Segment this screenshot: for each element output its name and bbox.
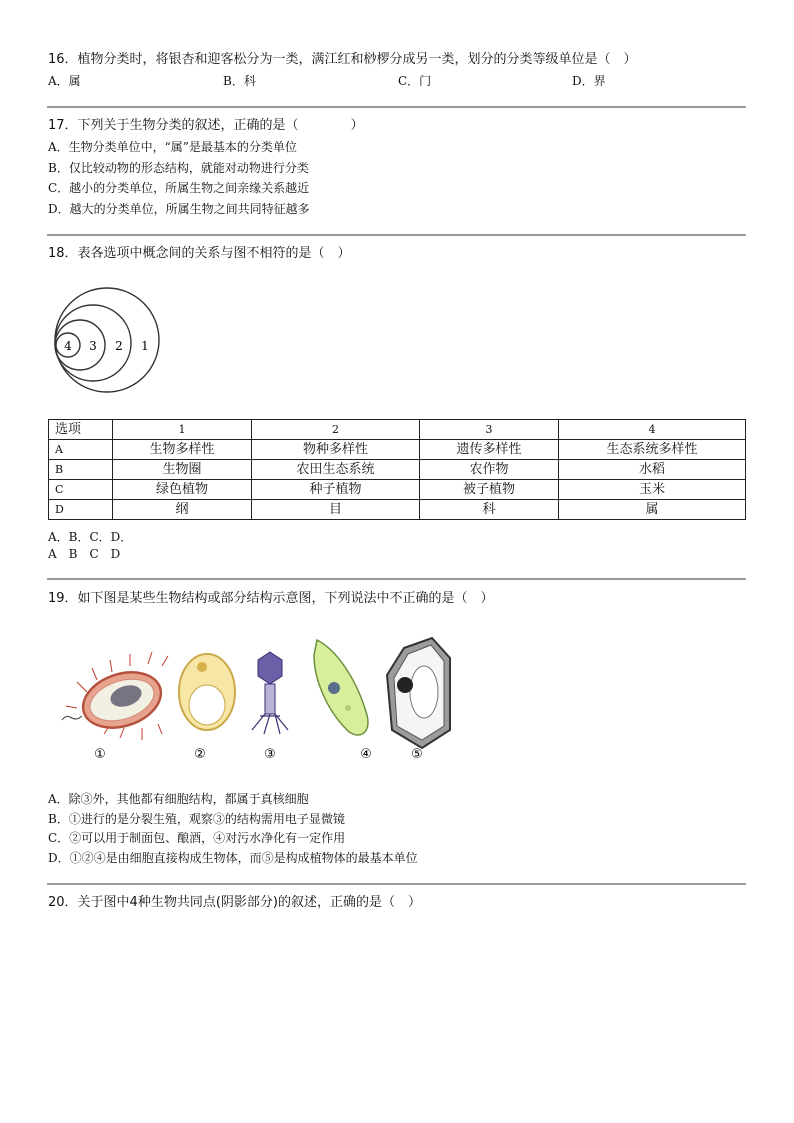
circle-label-4: 4 (64, 339, 72, 353)
q16-stem: 16．植物分类时，将银杏和迎客松分为一类，满江红和桫椤分成另一类，划分的分类等级单位是（ ） (48, 52, 637, 67)
table-row (49, 500, 746, 520)
plant-cell-illustration (387, 638, 450, 748)
figure-label-5: ⑤ (411, 747, 423, 762)
q19-option-a: A．除③外，其他都有细胞结构，都属于真核细胞 (48, 792, 309, 806)
q17-option-a: A．生物分类单位中，“属”是最基本的分类单位 (48, 140, 297, 154)
table-cell: 遗传多样性 (420, 440, 559, 460)
table-header-row (49, 420, 746, 440)
figure-label-2: ② (194, 747, 206, 762)
table-header: 4 (559, 420, 746, 440)
q16-option-b: B．科 (223, 74, 256, 88)
table-cell: D (49, 500, 113, 520)
divider (47, 578, 746, 580)
q17-option-b: B．仅比较动物的形态结构，就能对动物进行分类 (48, 161, 309, 175)
table-cell: 生态系统多样性 (559, 440, 746, 460)
table-cell: 被子植物 (420, 480, 559, 500)
table-row (49, 460, 746, 480)
table-row (49, 440, 746, 460)
q16-option-a: A．属 (48, 74, 81, 88)
table-cell: 绿色植物 (113, 480, 252, 500)
q17-option-d: D．越大的分类单位，所属生物之间共同特征越多 (48, 202, 310, 216)
table-header: 选项 (49, 420, 113, 440)
q18-answer-options: A．B．C．D． (48, 530, 133, 544)
table-header: 1 (113, 420, 252, 440)
figure-label-4: ④ (360, 747, 372, 762)
table-cell: 纲 (113, 500, 252, 520)
organism-figure (52, 630, 472, 770)
bacterium-illustration (62, 652, 168, 740)
table-cell: 农作物 (420, 460, 559, 480)
table-cell: 物种多样性 (252, 440, 420, 460)
table-cell: 目 (252, 500, 420, 520)
table-cell: 农田生态系统 (252, 460, 420, 480)
q17-stem: 17．下列关于生物分类的叙述，正确的是（ ） (48, 118, 364, 133)
q18-answer-letters: A B C D (48, 547, 121, 561)
yeast-cell-illustration (179, 654, 235, 730)
q16-option-d: D．界 (572, 74, 606, 88)
q18-stem: 18．表各选项中概念间的关系与图不相符的是（ ） (48, 246, 351, 261)
q16-option-c: C．门 (398, 74, 432, 88)
circle-label-1: 1 (141, 339, 149, 353)
circle-label-2: 2 (115, 339, 123, 353)
divider (47, 106, 746, 108)
concept-table (48, 419, 746, 520)
nested-circles-diagram (50, 285, 165, 395)
table-cell: 科 (420, 500, 559, 520)
q19-option-c: C．②可以用于制面包、酿酒，④对污水净化有一定作用 (48, 831, 346, 845)
table-cell: 水稻 (559, 460, 746, 480)
table-header: 2 (252, 420, 420, 440)
q20-stem: 20．关于图中4种生物共同点(阴影部分)的叙述，正确的是（ ） (48, 895, 421, 910)
table-cell: 生物圈 (113, 460, 252, 480)
protozoan-illustration (314, 640, 368, 735)
table-cell: 种子植物 (252, 480, 420, 500)
circle-label-3: 3 (89, 339, 97, 353)
divider (47, 883, 746, 885)
table-cell: 生物多样性 (113, 440, 252, 460)
q17-option-c: C．越小的分类单位，所属生物之间亲缘关系越近 (48, 181, 310, 195)
q19-stem: 19．如下图是某些生物结构或部分结构示意图，下列说法中不正确的是（ ） (48, 591, 494, 606)
bacteriophage-illustration (252, 652, 288, 734)
table-cell: C (49, 480, 113, 500)
table-cell: 玉米 (559, 480, 746, 500)
table-cell: 属 (559, 500, 746, 520)
figure-label-3: ③ (264, 747, 276, 762)
q19-option-d: D．①②④是由细胞直接构成生物体，而⑤是构成植物体的最基本单位 (48, 851, 418, 865)
table-cell: B (49, 460, 113, 480)
q19-option-b: B．①进行的是分裂生殖，观察③的结构需用电子显微镜 (48, 812, 345, 826)
table-row (49, 480, 746, 500)
divider (47, 234, 746, 236)
figure-label-1: ① (94, 747, 106, 762)
table-cell: A (49, 440, 113, 460)
table-header: 3 (420, 420, 559, 440)
